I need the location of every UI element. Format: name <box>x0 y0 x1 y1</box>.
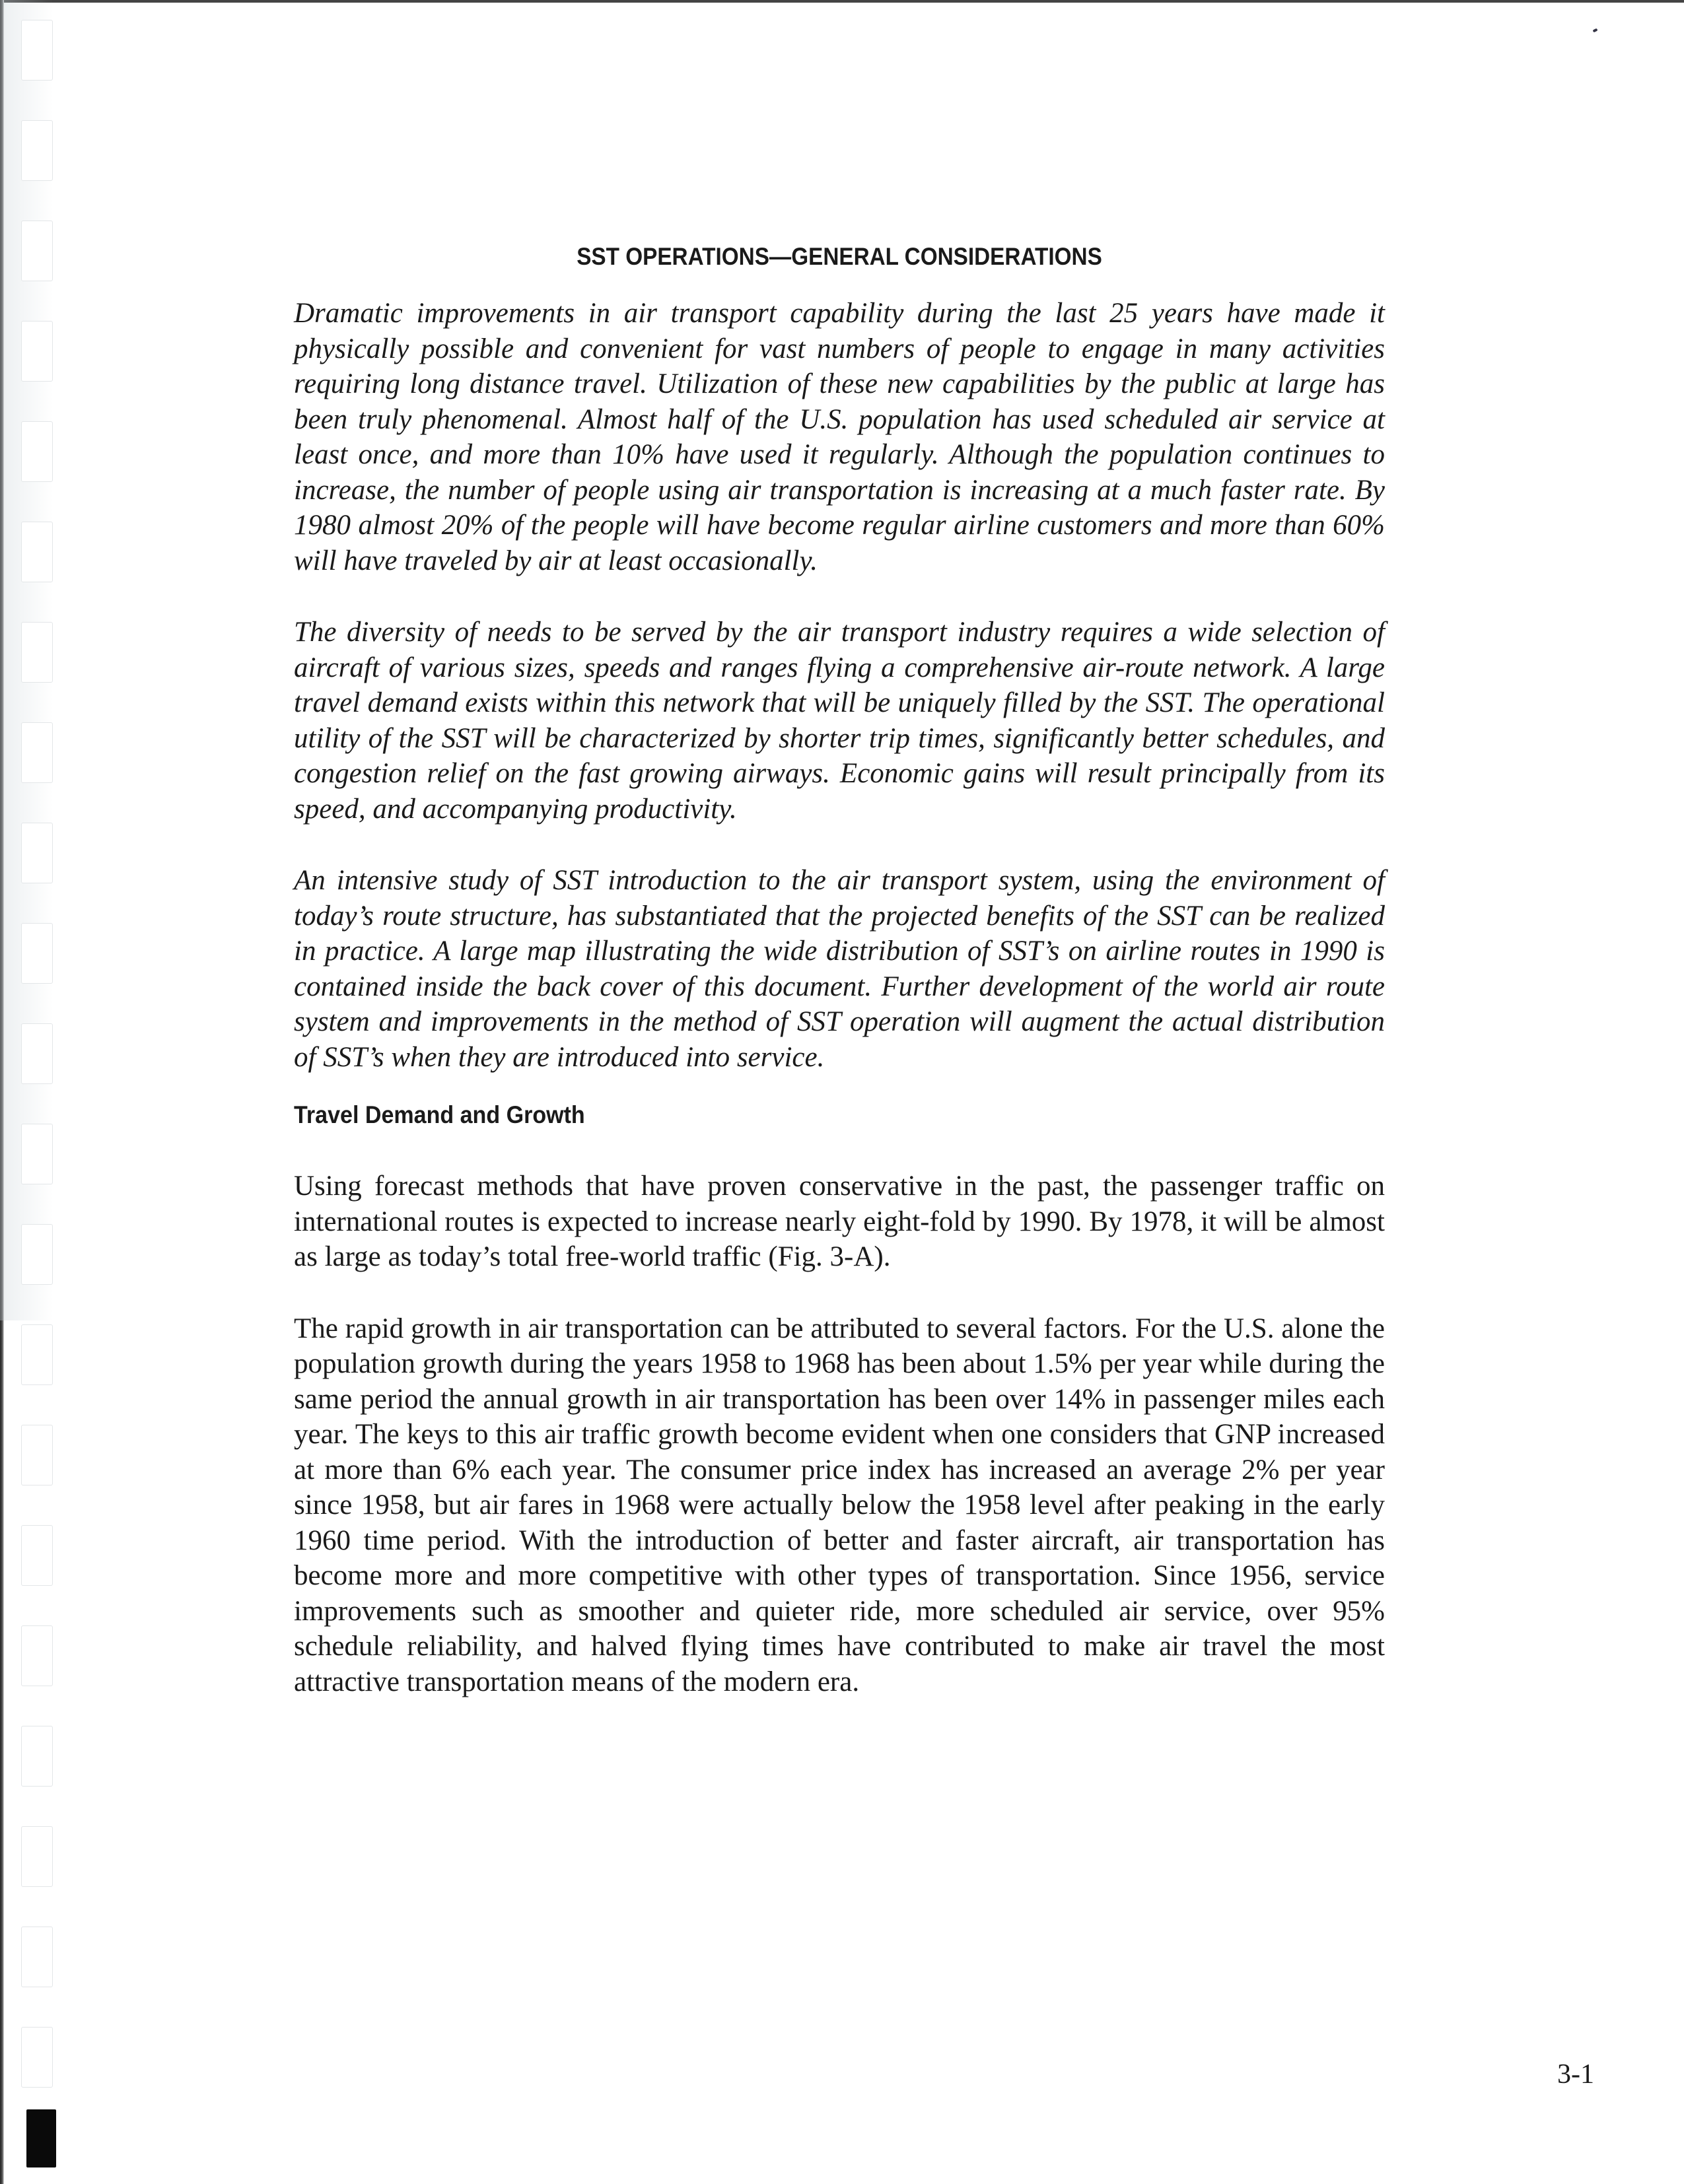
binding-hole <box>21 1124 53 1184</box>
binding-hole <box>21 823 53 883</box>
page-number: 3-1 <box>1557 2059 1594 2090</box>
binding-hole <box>21 120 53 181</box>
binding-hole <box>21 1324 53 1385</box>
binding-hole <box>21 421 53 482</box>
page-edge-top <box>0 0 1684 3</box>
binding-hole <box>21 221 53 281</box>
intro-paragraph: The diversity of needs to be served by the air transport industry requires a wide selection of aircraft of various sizes, speeds and ranges flying a comprehensive air-route network. A large travel demand exists within this network that will be uniquely filled by the SST. The operational utility of the SST will be characterized by shorter trip times, significantly better schedules, and congestion relief on the fast growing airways. Economic gains will result principally from its speed, and accompanying productivity. <box>294 617 1385 825</box>
binding-hole <box>21 923 53 984</box>
body-paragraph: The rapid growth in air transportation can be attributed to several factors. For the U.S. alone the population growth during the years 1958 to 1968 has been about 1.5% per year while during the same period the annual growth in air transportation has been over 14% in passenger miles each year. The keys to this air traffic growth become evident when one considers that GNP increased at more than 6% each year. The consumer price index has increased an average 2% per year since 1958, but air fares in 1968 were actually below the 1958 level after peaking in the early 1960 time period. With the introduction of better and faster aircraft, air transportation has become more and more competitive with other types of transportation. Since 1956, service improvements such as smoother and quieter ride, more scheduled air service, over 95% schedule reliability, and halved flying times have contributed to make air travel the most attractive transportation means of the modern era. <box>294 1313 1385 1697</box>
index-tab-marker <box>26 2109 56 2167</box>
binding-hole <box>21 1726 53 1787</box>
intro-paragraph: Dramatic improvements in air transport capability during the last 25 years have made it physically possible and convenient for vast numbers of people to engage in many activities requiring long distance travel. Utilization of these new capabilities by the public at large has been truly phenomenal. Almost half of the U.S. population has used scheduled air service at least once, and more than 10% have used it regularly. Although the population continues to increase, the number of people using air transportation is increasing at a much faster rate. By 1980 almost 20% of the people will have become regular airline customers and more than 60% will have traveled by air at least occasionally. <box>294 298 1385 576</box>
body-paragraph: Using forecast methods that have proven conservative in the past, the passenger traffic on international routes is expected to increase nearly eight-fold by 1990. By 1978, it will be almost as large as today’s total free-world traffic (Fig. 3-A). <box>294 1171 1385 1272</box>
binding-hole <box>21 1525 53 1586</box>
binding-hole <box>21 2027 53 2088</box>
intro-paragraph: An intensive study of SST introduction to the air transport system, using the environment of today’s route structure, has substantiated that the projected benefits of the SST can be realized in practice. A large map illustrating the wide distribution of SST’s on airline routes in 1990 is contained inside the back cover of this document. Further development of the world air route system and improvements in the method of SST operation will augment the actual distribution of SST’s when they are introduced into service. <box>294 865 1385 1073</box>
binding-hole <box>21 1826 53 1887</box>
binding-hole <box>21 1425 53 1485</box>
binding-hole <box>21 1023 53 1084</box>
binding-hole <box>21 20 53 81</box>
section-heading: Travel Demand and Growth <box>294 1101 585 1128</box>
binding-hole <box>21 722 53 783</box>
page-content <box>294 243 1385 1736</box>
binding-hole <box>21 622 53 683</box>
binding-hole <box>21 1224 53 1285</box>
binding-holes <box>21 20 55 2127</box>
scan-speck <box>1592 28 1597 33</box>
page-title: SST OPERATIONS—GENERAL CONSIDERATIONS <box>577 243 1102 270</box>
binding-hole <box>21 522 53 582</box>
binding-hole <box>21 321 53 382</box>
binding-hole <box>21 1927 53 1987</box>
binding-hole <box>21 1625 53 1686</box>
